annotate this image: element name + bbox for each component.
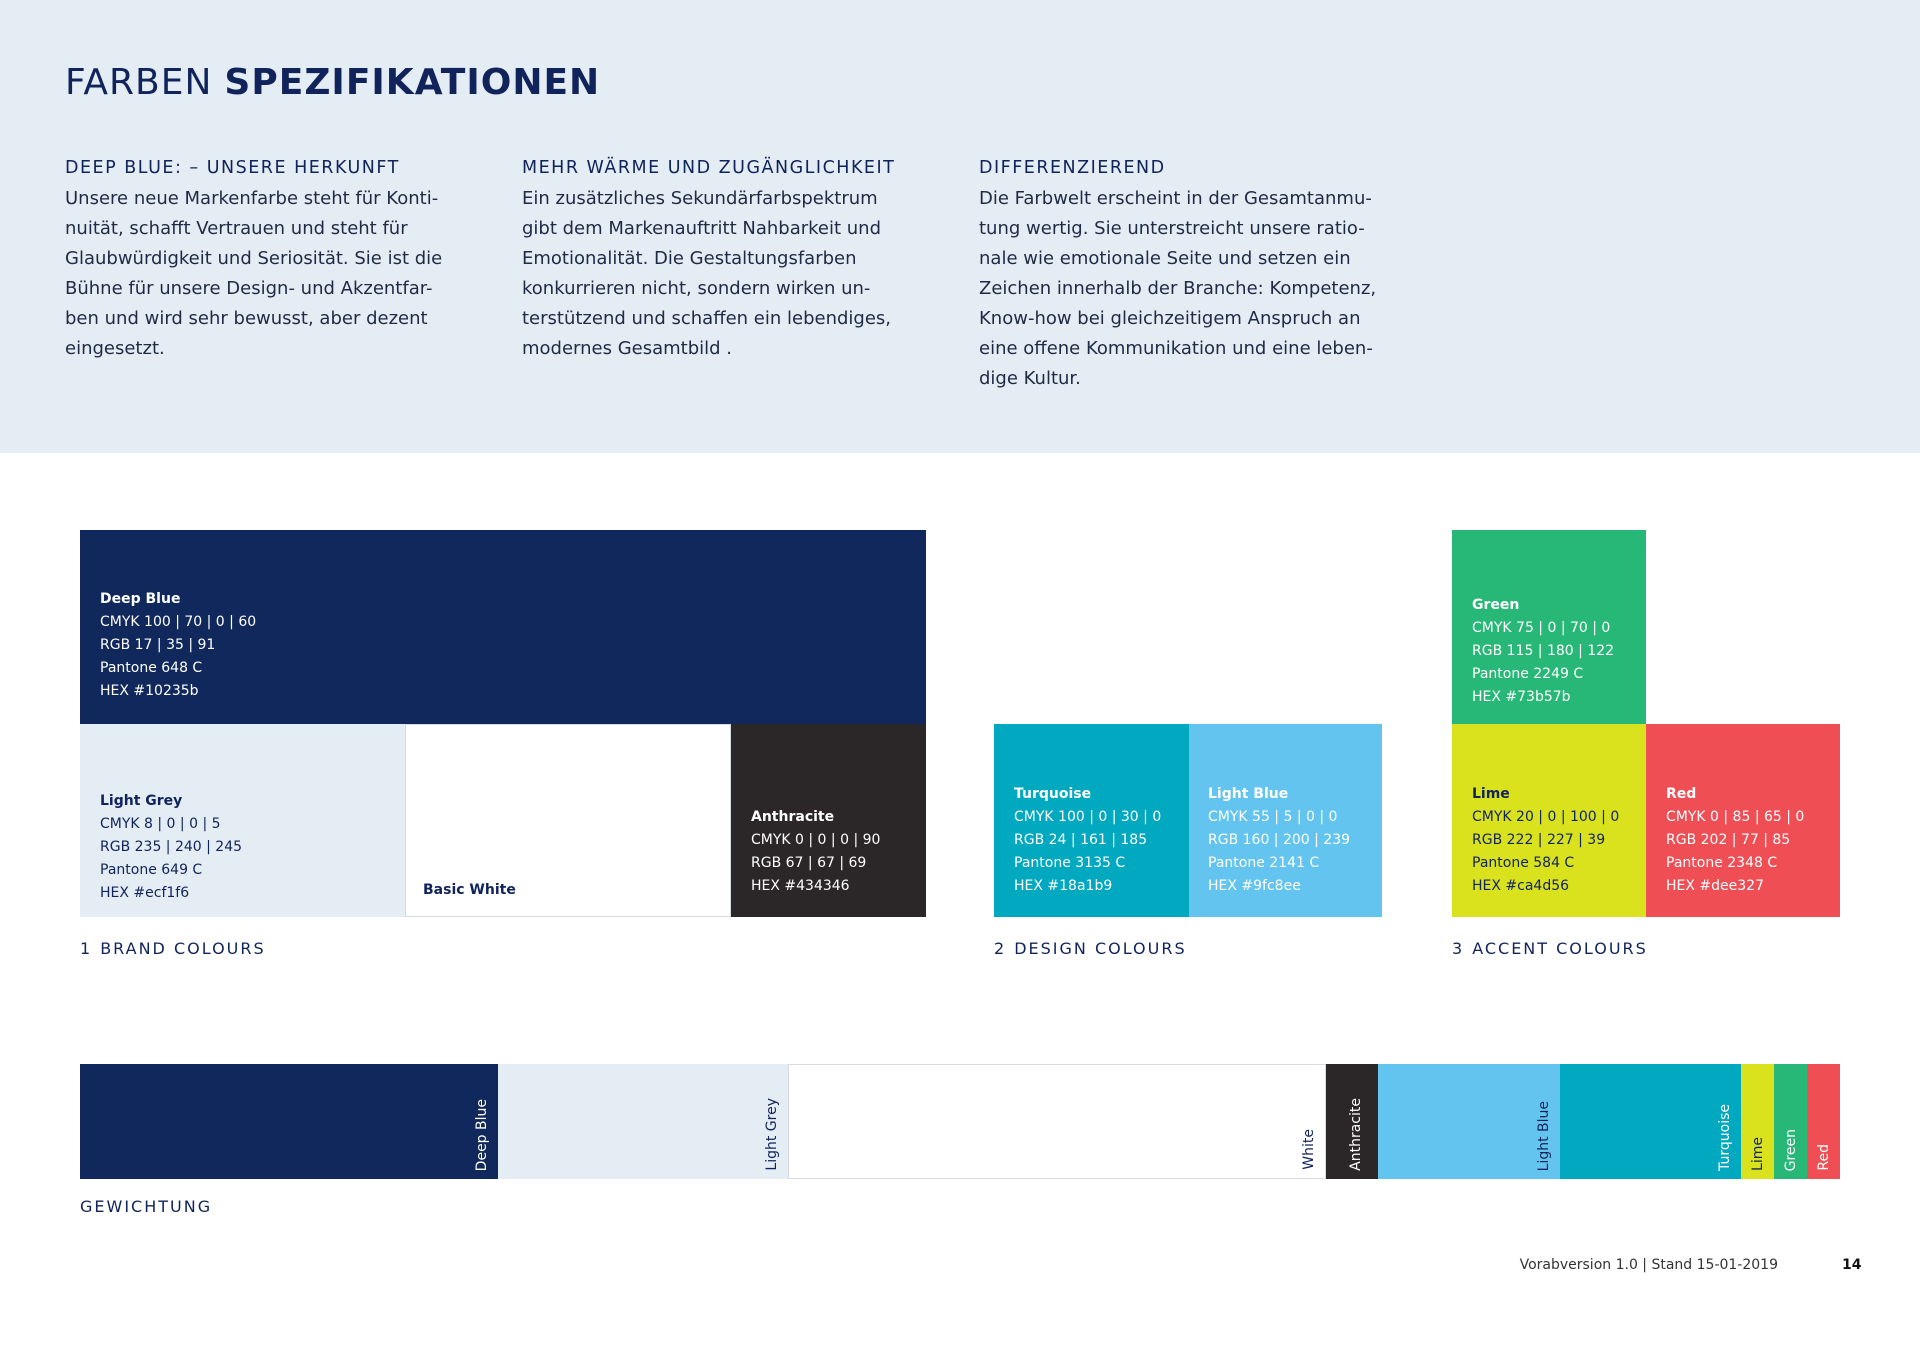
weighting-turquoise: Turquoise: [1560, 1064, 1741, 1179]
swatch-deep-blue: [80, 530, 926, 724]
swatch-turquoise: [994, 724, 1189, 917]
caption-design-colours: 2 DESIGN COLOURS: [994, 939, 1187, 958]
swatch-basic-white: [405, 724, 731, 917]
page-number: 14: [1842, 1257, 1862, 1273]
swatch-green: [1452, 530, 1646, 724]
weighting-lime: Lime: [1741, 1064, 1774, 1179]
column-heading: MEHR WÄRME UND ZUGÄNGLICHKEIT: [522, 158, 896, 178]
column-body: Die Farbwelt erscheint in der Gesamtanmu- tung wertig. Sie unterstreicht unsere ratio- nale wie emotionale Seite und setzen ein Zeichen innerhalb der Branche: Kompetenz, Know-how bei gleichzeitigem Anspruch an eine offene Kommunikation und eine leben- dige Kultur.: [979, 188, 1377, 389]
caption-accent-colours: 3 ACCENT COLOURS: [1452, 939, 1648, 958]
weighting-green: Green: [1774, 1064, 1807, 1179]
swatch-spec: Turquoise CMYK 100 | 0 | 30 | 0 RGB 24 | 161 | 185 Pantone 3135 C HEX #18a1b9: [1014, 786, 1162, 894]
swatch-spec: Anthracite CMYK 0 | 0 | 0 | 90 RGB 67 | 67 | 69 HEX #434346: [751, 809, 881, 894]
page-title-part1: FARBEN: [65, 62, 213, 103]
swatch-spec: Light Grey CMYK 8 | 0 | 0 | 5 RGB 235 | 240 | 245 Pantone 649 C HEX #ecf1f6: [100, 793, 243, 901]
caption-weighting: GEWICHTUNG: [80, 1197, 213, 1216]
weighting-white: White: [788, 1064, 1326, 1179]
weighting-deep-blue: Deep Blue: [80, 1064, 498, 1179]
swatch-lime: [1452, 724, 1646, 917]
swatch-spec: Basic White: [423, 882, 516, 898]
swatch-spec: Deep Blue CMYK 100 | 70 | 0 | 60 RGB 17 | 35 | 91 Pantone 648 C HEX #10235b: [100, 591, 257, 699]
page-title: [65, 62, 600, 103]
swatch-light-blue: [1189, 724, 1382, 917]
text-column-warmth: [522, 158, 942, 364]
swatch-spec: Green CMYK 75 | 0 | 70 | 0 RGB 115 | 180 | 122 Pantone 2249 C HEX #73b57b: [1472, 597, 1615, 705]
swatch-light-grey: [80, 724, 405, 917]
swatch-spec: Light Blue CMYK 55 | 5 | 0 | 0 RGB 160 | 200 | 239 Pantone 2141 C HEX #9fc8ee: [1208, 786, 1351, 894]
caption-brand-colours: 1 BRAND COLOURS: [80, 939, 266, 958]
column-heading: DEEP BLUE: – UNSERE HERKUNFT: [65, 158, 400, 178]
column-body: Unsere neue Markenfarbe steht für Konti- nuität, schafft Vertrauen und steht für Glaubwürdigkeit und Seriosität. Sie ist die Bühne für unsere Design- und Akzentfar- ben und wird sehr bewusst, aber dezent eingesetzt.: [65, 188, 443, 359]
weighting-light-grey: Light Grey: [498, 1064, 788, 1179]
text-column-deep-blue: [65, 158, 485, 364]
column-heading: DIFFERENZIEREND: [979, 158, 1166, 178]
swatch-spec: Lime CMYK 20 | 0 | 100 | 0 RGB 222 | 227 | 39 Pantone 584 C HEX #ca4d56: [1472, 786, 1620, 894]
text-column-differentiating: [979, 158, 1399, 394]
weighting-light-blue: Light Blue: [1378, 1064, 1560, 1179]
swatch-anthracite: [731, 724, 926, 917]
weighting-anthracite: Anthracite: [1326, 1064, 1378, 1179]
column-body: Ein zusätzliches Sekundärfarbspektrum gibt dem Markenauftritt Nahbarkeit und Emotionalität. Die Gestaltungsfarben konkurrieren nicht, sondern wirken un- terstützend und schaffen ein lebendiges, modernes Gesamtbild .: [522, 188, 892, 359]
footer-version: Vorabversion 1.0 | Stand 15-01-2019: [1519, 1257, 1778, 1273]
weighting-red: Red: [1807, 1064, 1840, 1179]
swatch-spec: Red CMYK 0 | 85 | 65 | 0 RGB 202 | 77 | 85 Pantone 2348 C HEX #dee327: [1666, 786, 1805, 894]
page-title-part2: SPEZIFIKATIONEN: [224, 62, 601, 103]
swatch-red: [1646, 724, 1840, 917]
